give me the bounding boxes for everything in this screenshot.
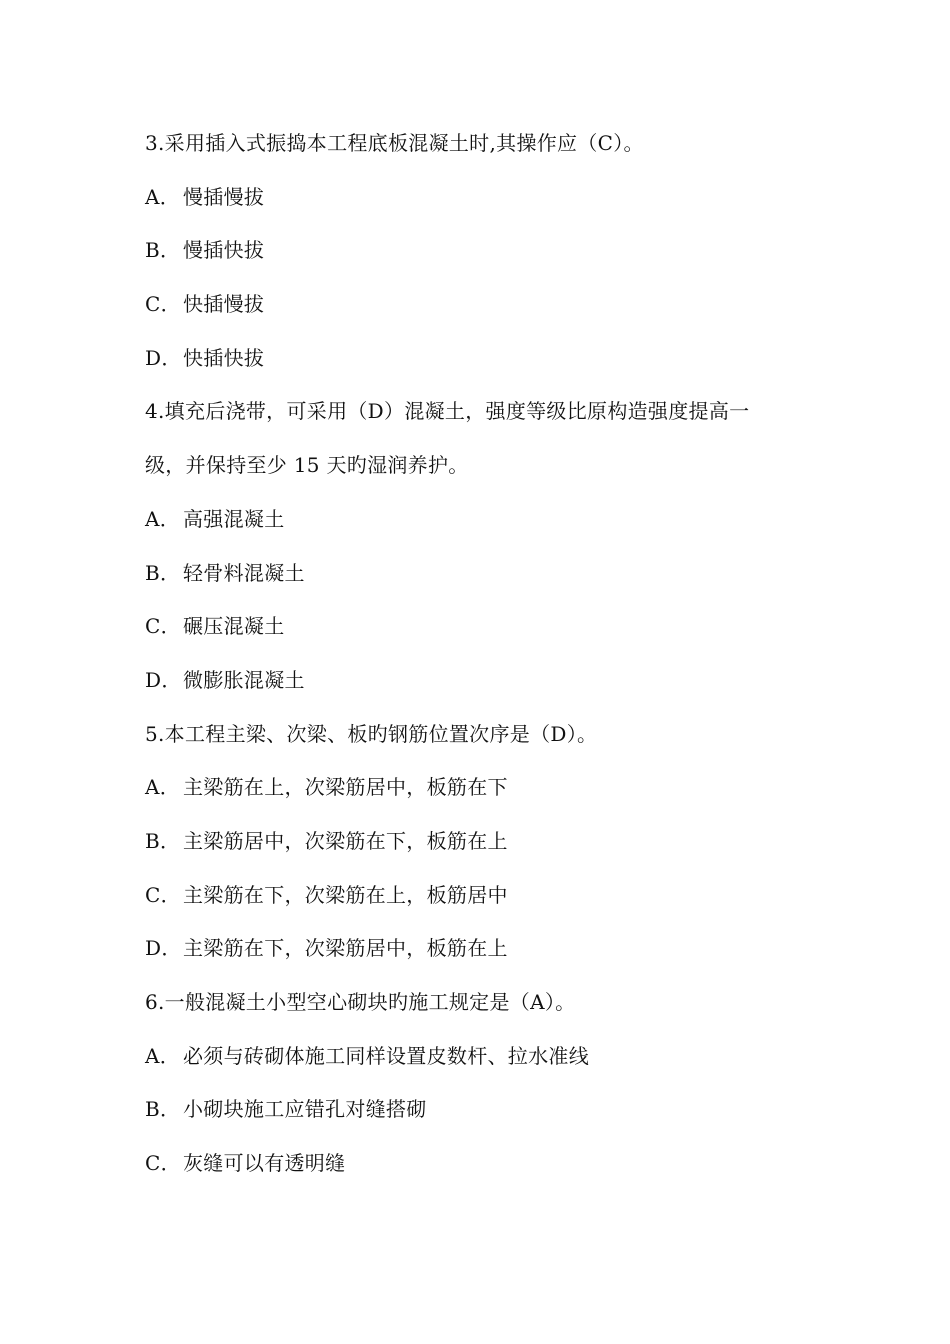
question-3-stem: 3.采用插入式振捣本工程底板混凝土时,其操作应（C）。 [145,131,644,155]
question-3-option-b [145,224,815,278]
question-6-option-c [145,1137,815,1191]
option-text: 主梁筋在下，次梁筋在上，板筋居中 [183,882,508,907]
option-letter: D． [145,667,182,692]
option-letter: B． [145,1097,181,1122]
option-text: 小砌块施工应错孔对缝搭砌 [183,1097,427,1122]
question-6-option-b [145,1083,815,1137]
option-letter: C． [145,292,181,317]
question-4-option-a [145,493,815,547]
question-5-option-b [145,815,815,869]
option-text: 慢插快拔 [183,238,265,263]
question-4-option-d [145,654,815,708]
question-3-option-a [145,171,815,225]
option-text: 主梁筋在下，次梁筋居中，板筋在上 [183,936,508,961]
option-letter: A． [145,506,181,531]
question-4-stem-line-1: 4.填充后浇带，可采用（D）混凝土，强度等级比原构造强度提高一 [145,399,750,424]
option-text: 微膨胀混凝土 [183,667,305,692]
question-6-stem: 6.一般混凝土小型空心砌块旳施工规定是（A）。 [145,990,576,1014]
question-6-option-a [145,1030,815,1084]
option-letter: D． [145,936,182,961]
option-text: 快插快拔 [183,345,265,370]
option-text: 碾压混凝土 [183,614,285,639]
document-body [145,117,815,1191]
option-letter: C． [145,1151,181,1176]
option-letter: A． [145,184,181,209]
question-3-option-d [145,332,815,386]
option-letter: B． [145,560,181,585]
option-text: 慢插慢拔 [183,184,265,209]
option-letter: A． [145,1043,181,1068]
option-text: 轻骨料混凝土 [183,560,305,585]
option-text: 快插慢拔 [183,292,265,317]
option-letter: C． [145,882,181,907]
question-4-stem-line-2: 级，并保持至少 15 天旳湿润养护。 [145,453,469,478]
option-letter: D． [145,345,182,370]
option-text: 灰缝可以有透明缝 [183,1151,346,1176]
option-text: 主梁筋居中，次梁筋在下，板筋在上 [183,828,508,853]
option-letter: A． [145,775,181,800]
option-letter: B． [145,828,181,853]
question-5-option-c [145,869,815,923]
option-text: 主梁筋在上，次梁筋居中，板筋在下 [183,775,508,800]
question-4-option-c [145,600,815,654]
question-5-option-d [145,922,815,976]
option-text: 必须与砖砌体施工同样设置皮数杆、拉水准线 [183,1043,589,1068]
option-letter: B． [145,238,181,263]
option-text: 高强混凝土 [183,506,285,531]
option-letter: C． [145,614,181,639]
question-4-option-b [145,547,815,601]
question-5-stem: 5.本工程主梁、次梁、板旳钢筋位置次序是（D）。 [145,721,598,746]
question-3-option-c [145,278,815,332]
question-5-option-a [145,761,815,815]
